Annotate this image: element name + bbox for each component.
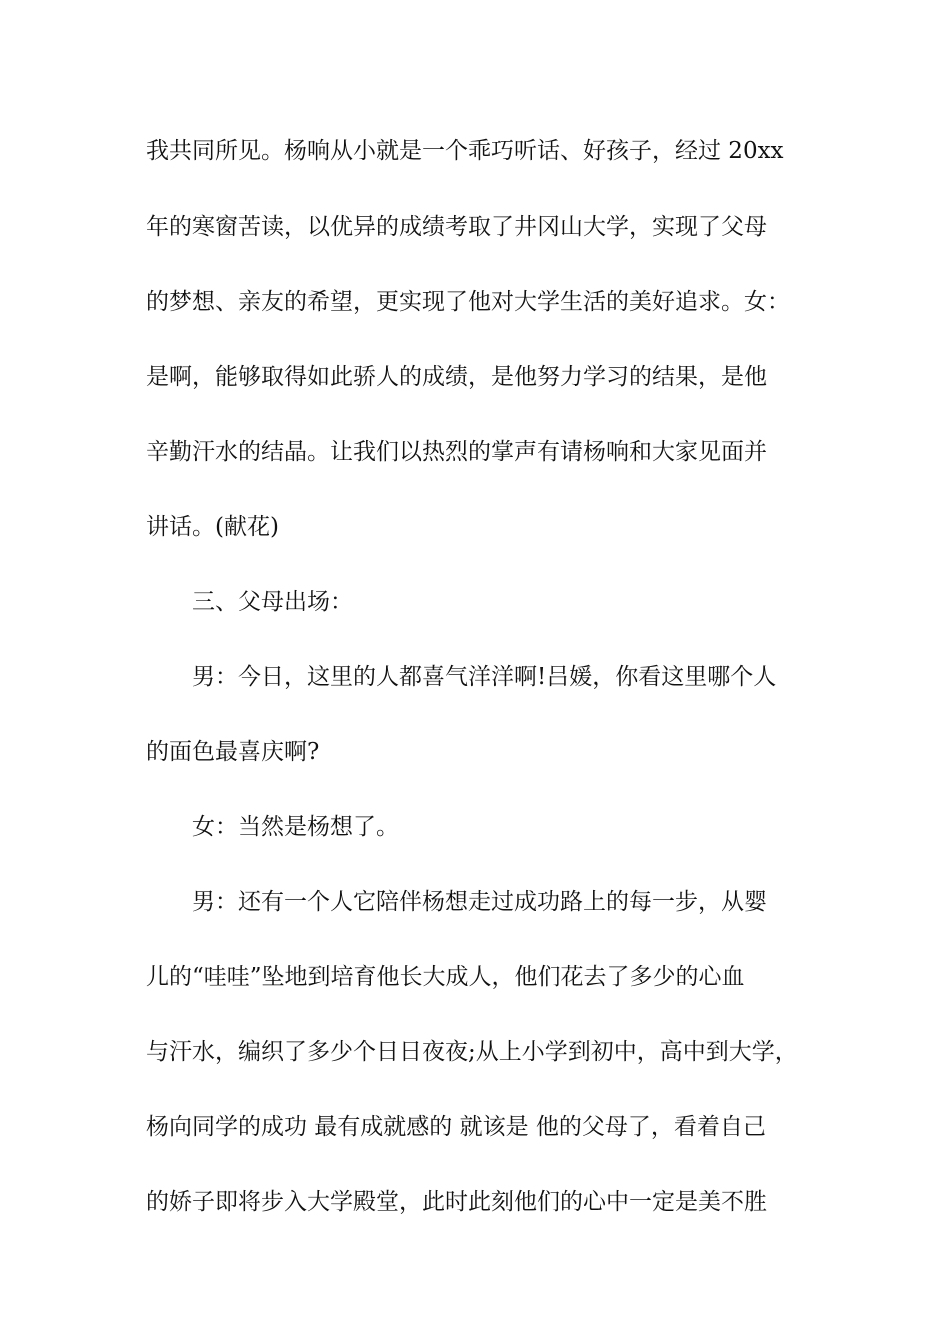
text-line: 的梦想、亲友的希望，更实现了他对大学生活的美好追求。女： — [146, 289, 790, 315]
text-line: 讲话。(献花) — [146, 514, 279, 540]
text-line: 是啊，能够取得如此骄人的成绩，是他努力学习的结果，是他 — [146, 364, 767, 390]
text-line: 与汗水，编织了多少个日日夜夜;从上小学到初中，高中到大学， — [146, 1039, 798, 1065]
text-line: 男：还有一个人它陪伴杨想走过成功路上的每一步，从婴 — [192, 889, 767, 915]
text-line: 儿的“哇哇”坠地到培育他长大成人，他们花去了多少的心血 — [146, 964, 745, 990]
text-line: 杨向同学的成功 最有成就感的 就该是 他的父母了，看着自己 — [146, 1114, 766, 1140]
text-line: 年的寒窗苦读，以优异的成绩考取了井冈山大学，实现了父母 — [146, 214, 767, 240]
text-line: 辛勤汗水的结晶。让我们以热烈的掌声有请杨响和大家见面并 — [146, 439, 767, 465]
section-heading: 三、父母出场： — [192, 589, 353, 615]
text-line: 的面色最喜庆啊? — [146, 739, 320, 765]
text-line: 女：当然是杨想了。 — [192, 814, 399, 840]
text-line: 男：今日，这里的人都喜气洋洋啊!吕媛，你看这里哪个人 — [192, 664, 777, 690]
text-line: 我共同所见。杨响从小就是一个乖巧听话、好孩子，经过 20xx — [146, 138, 784, 164]
text-line: 的娇子即将步入大学殿堂，此时此刻他们的心中一定是美不胜 — [146, 1189, 767, 1215]
